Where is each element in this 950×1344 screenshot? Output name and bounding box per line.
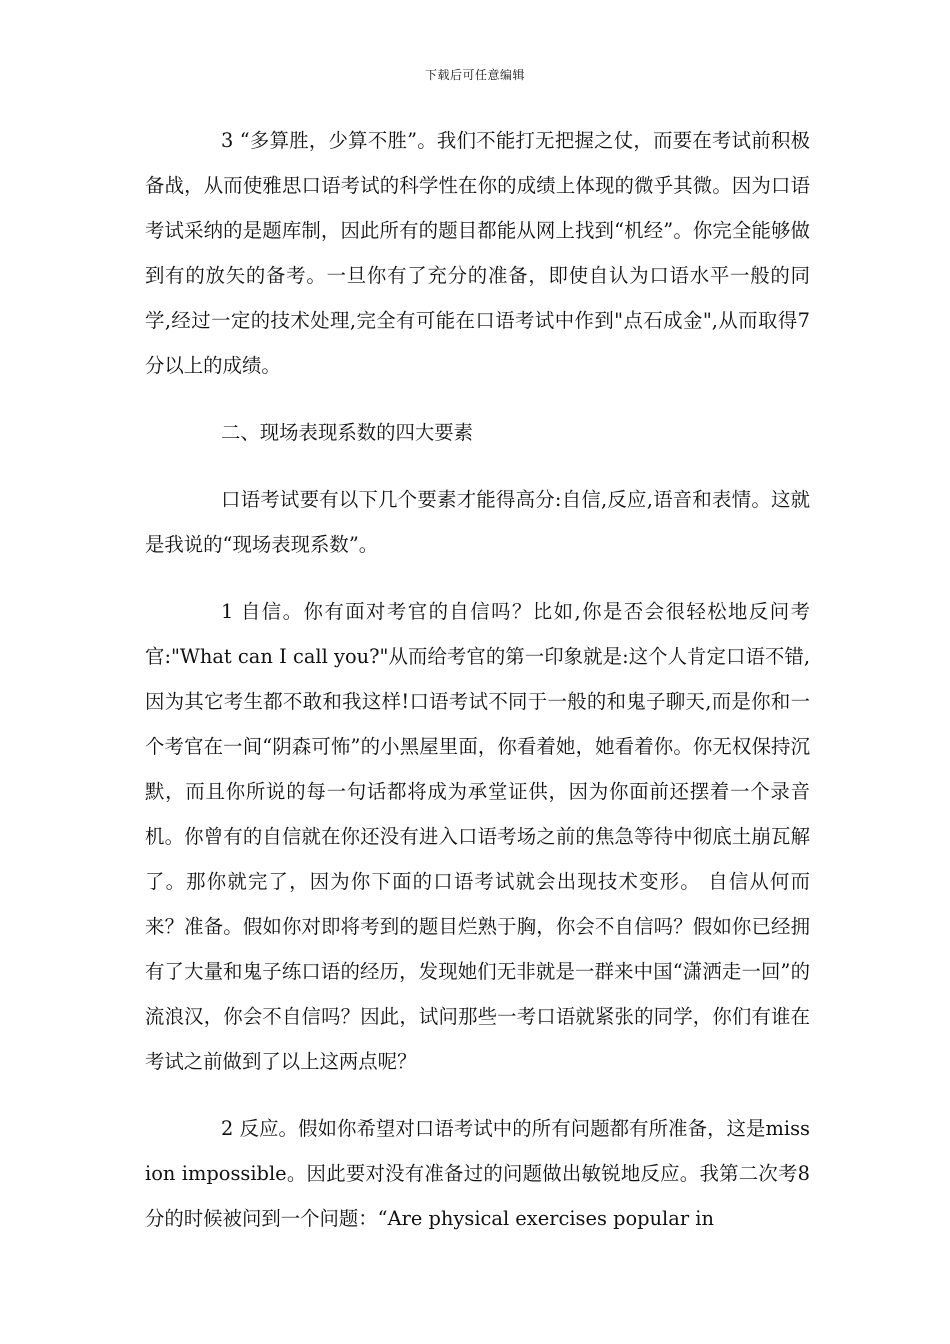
paragraph-elements-intro: 口语考试要有以下几个要素才能得高分:自信,反应,语音和表情。这就是我说的“现场表现系数”。: [145, 488, 810, 556]
paragraph-confidence: 1 自信。你有面对考官的自信吗？比如,你是否会很轻松地反问考官:"What can I call you?"从而给考官的第一印象就是:这个人肯定口语不错,因为其它考生都不敢和我这样!口语考试不同于一般的和鬼子聊天,而是你和一个考官在一间“阴森可怖”的小黑屋里面，你看着她，她看着你。你无权保持沉默，而且你所说的每一句话都将成为承堂证供，因为你面前还摆着一个录音机。你曾有的自信就在你还没有进入口语考场之前的焦急等待中彻底土崩瓦解了。那你就完了，因为你下面的口语考试就会出现技术变形。 自信从何而来？准备。假如你对即将考到的题目烂熟于胸，你会不自信吗？假如你已经拥有了大量和鬼子练口语的经历，发现她们无非就是一群来中国“潇洒走一回”的流浪汉，你会不自信吗？因此，试问那些一考口语就紧张的同学，你们有谁在考试之前做到了以上这两点呢？: [145, 600, 810, 1073]
paragraph-preparation: 3 “多算胜，少算不胜”。我们不能打无把握之仗，而要在考试前积极备战，从而使雅思口语考试的科学性在你的成绩上体现的微乎其微。因为口语考试采纳的是题库制，因此所有的题目都能从网上找到“机经”。你完全能够做到有的放矢的备考。一旦你有了充分的准备，即使自认为口语水平一般的同学,经过一定的技术处理,完全有可能在口语考试中作到"点石成金",从而取得7分以上的成绩。: [145, 129, 810, 377]
page-header: 下载后可任意编辑: [424, 68, 525, 82]
paragraph-reaction: 2 反应。假如你希望对口语考试中的所有问题都有所准备，这是mission impossible。因此要对没有准备过的问题做出敏锐地反应。我第二次考8分的时候被问到一个问题：“Are physical exercises popular in: [145, 1117, 810, 1230]
section-heading: 二、现场表现系数的四大要素: [221, 421, 474, 444]
document-body: [145, 118, 810, 1241]
